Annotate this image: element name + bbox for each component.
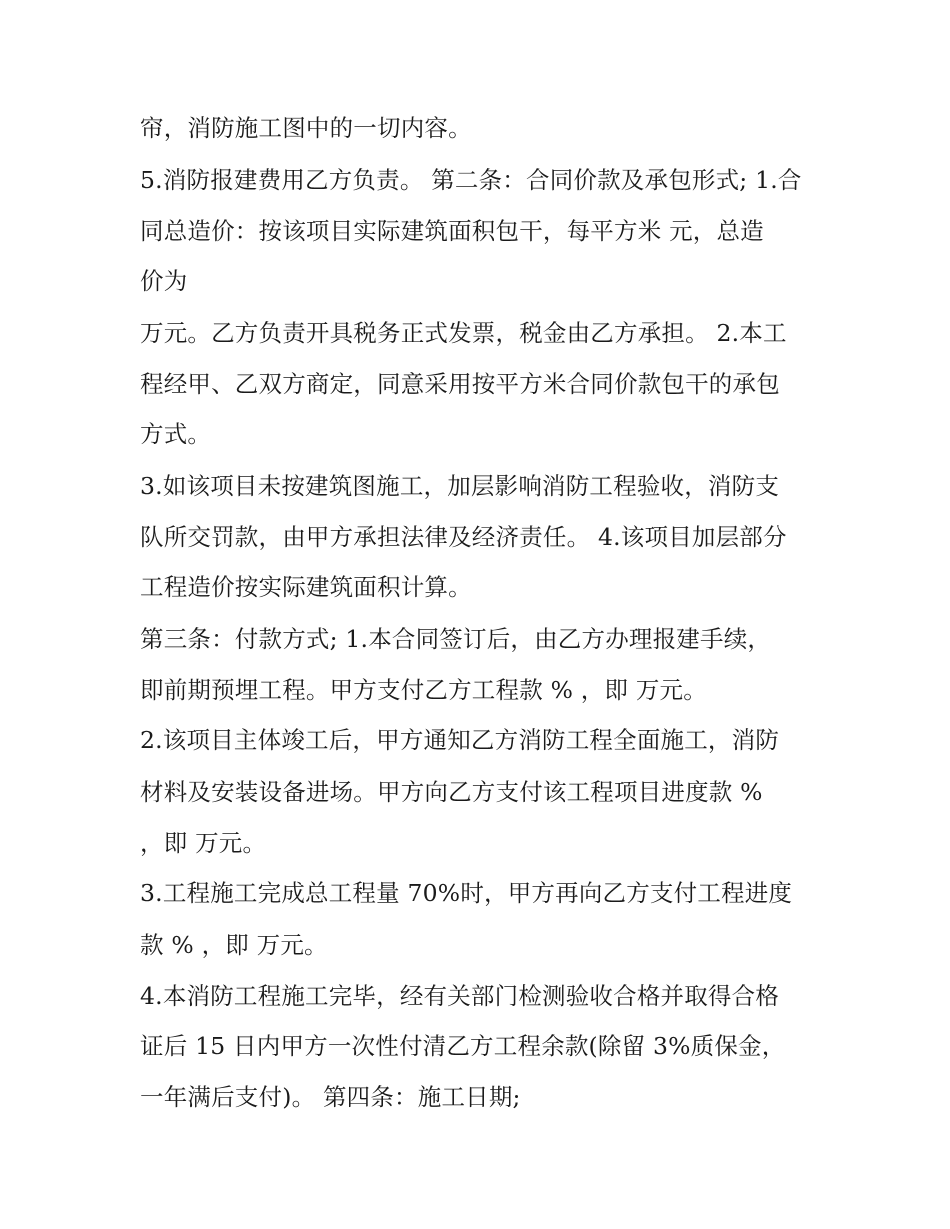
text-line: 即前期预埋工程。甲方支付乙方工程款 % ，即 万元。: [140, 676, 707, 704]
text-line: ，即 万元。: [140, 829, 267, 857]
text-line: 材料及安装设备进场。甲方向乙方支付该工程项目进度款 %: [140, 778, 763, 806]
text-line: 款 % ，即 万元。: [140, 931, 328, 959]
text-line: 工程造价按实际建筑面积计算。: [140, 573, 472, 601]
text-line: 一年满后支付)。 第四条：施工日期;: [140, 1083, 521, 1111]
text-line: 证后 15 日内甲方一次性付清乙方工程余款(除留 3%质保金，: [140, 1032, 786, 1060]
text-line: 同总造价：按该项目实际建筑面积包干，每平方米 元，总造: [140, 217, 764, 245]
text-line: 价为: [140, 267, 188, 295]
text-line: 3.工程施工完成总工程量 70%时，甲方再向乙方支付工程进度: [140, 879, 793, 907]
text-line: 3.如该项目未按建筑图施工，加层影响消防工程验收，消防支: [140, 472, 780, 500]
text-line: 方式。: [140, 420, 212, 448]
text-line: 4.本消防工程施工完毕，经有关部门检测验收合格并取得合格: [140, 982, 780, 1010]
text-line: 程经甲、乙双方商定，同意采用按平方米合同价款包干的承包: [140, 370, 780, 398]
text-line: 2.该项目主体竣工后，甲方通知乙方消防工程全面施工，消防: [140, 726, 780, 754]
text-line: 帘，消防施工图中的一切内容。: [140, 114, 472, 142]
text-line: 5.消防报建费用乙方负责。 第二条：合同价款及承包形式; 1.合: [140, 166, 802, 194]
text-line: 万元。乙方负责开具税务正式发票，税金由乙方承担。 2.本工: [140, 319, 787, 347]
text-line: 队所交罚款，由甲方承担法律及经济责任。 4.该项目加层部分: [140, 523, 787, 551]
text-line: 第三条：付款方式; 1.本合同签订后，由乙方办理报建手续，: [140, 625, 772, 653]
